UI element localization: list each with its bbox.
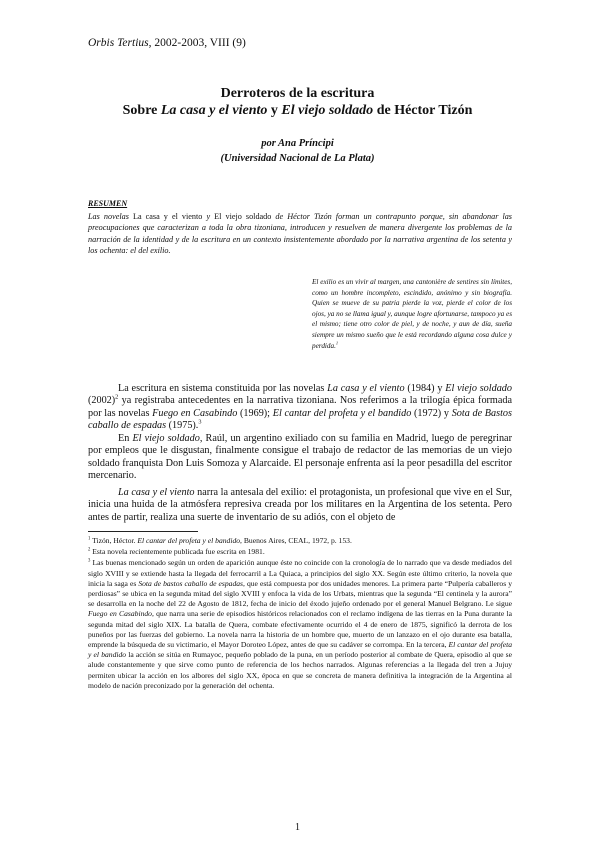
footnote-ref: 3 [198,418,202,426]
journal-name: Orbis Tertius [88,37,149,49]
article-title-line1: Derroteros de la escritura [220,86,375,101]
author-name: por Ana Príncipi [261,138,334,149]
work-title-la-casa: La casa y el viento [160,103,268,118]
footnote-divider [88,531,198,532]
body-paragraph-2: En El viejo soldado, Raúl, un argentino exiliado con su familia en Madrid, luego de peregrinar por empleos que le disgustan, finalmente consigue el trabajo de redactor de las memorias de un viejo soldado franquista Don Luis Somoza y Alarcaide. El personaje enfrenta así la peor pesadilla del escritor mercenario. [88,433,512,481]
footnotes [88,536,512,692]
footnote-3: $^3$ Las buenas mencionado según un orden de aparición aunque éste no coincide con la cronología de lo narrado que va desde mediados del siglo XVIII y se extiende hasta la llegada del ferrocarril a La Quiaca, a principios del siglo XX. Según este último criterio, la novela que inicia la saga es Sota de bastos caballo de espadas, que está compuesta por dos unidades menores. La primera parte “Pulpería caballeros y perdiosas” se ubica en la segunda mitad del siglo XVIII y enfoca la vida de los Urbats, mientras que la segunda “El centinela y la aurora” se desarrolla en la noche del 22 de Agosto de 1812, fecha de inicio del éxodo jujeño ordenado por el general Manuel Belgrano. Le sigue Fuego en Casabindo, que narra una serie de episodios históricos relacionados con el reclamo indígena de las tierras en la Puna durante la segunda mitad del siglo XIX. La batalla de Quera, combate efectivamente ocurrido el 4 de enero de 1875, significó la derrota de los puneños por las fuerzas del gobierno. La novela narra la historia de un hombre que, muerto de un lanzazo en el ojo durante esa batalla, emprende la búsqueda de su victimario, el Mayor Doroteo López, antes de que su cadáver se corrompa. En la tercera, El cantar del profeta y el bandido la acción se sitúa en Rumayoc, pequeño poblado de la puna, en un período posterior al combate de Quera, episodio al que se alude constantemente y que sirve como punto de referencia de los hechos narrados. Algunas referencias a la llegada del tren a Jujuy permiten ubicar la acción en los albores del siglo XX, época en que se concreta de manera definitiva la integración de la Argentina al modelo de nación preconizado por la generación del ochenta. [88,558,513,690]
epigraph: El exilio es un vivir al margen, una cantonière de sentires sin límites, como un hombre incompleto, escindido, anónimo y sin biografía. Quien se mueve de su patria pierde la voz, pierde el color de los ojos, ya no se llama igual y, aunque logre afortunarse, tampoco ya es el mismo; tiene otro color de piel, y de noche, y aun de día, sueña siempre un mismo sueño que le está recordando alguna cosa dulce y perdida.$^1$ [312,278,512,350]
footnote-2: $^2$ Esta novela recientemente publicada fue escrita en 1981. [88,547,265,557]
footnote-1: $^1$ Tizón, Héctor. El cantar del profeta y el bandido, Buenos Aires, CEAL, 1972, p. 153. [88,536,352,545]
footnote-ref: 2 [115,393,119,401]
body-paragraph-1: La escritura en sistema constituida por las novelas La casa y el viento (1984) y El viejo soldado $(2002)^2$ ya registraba antecedentes en la narrativa tizoniana. Nos referimos a la trilogía épica formada por las novelas Fuego en Casabindo (1969); El cantar del profeta y el bandido (1972) y Sota de Bastos caballo de espadas (1975).$^3$ [88,383,512,431]
journal-issue: , 2002-2003, VIII (9) [148,37,246,49]
body-paragraph-3: La casa y el viento narra la antesala del exilio: el protagonista, un profesional que vive en el Sur, inicia una huida de la atmósfera represiva creada por los militares en la Argentina de los setenta. Pero antes de partir, realiza una suerte de inventario de su adiós, con el objeto de [88,487,513,523]
article-title-line2: Sobre La casa y el viento y El viejo soldado de Héctor Tizón [122,103,473,118]
footnote-ref: 1 [335,340,339,346]
journal-header [88,37,246,49]
author-affiliation: (Universidad Nacional de La Plata) [220,153,375,164]
page-number: 1 [295,822,300,833]
abstract-heading: RESUMEN [88,199,128,208]
abstract-text: Las novelas La casa y el viento y El viejo soldado de Héctor Tizón forman un contrapunto porque, sin abandonar las preocupaciones que caracterizan a toda la obra tizoniana, introducen y resuelven de manera divergente los problemas de la narración de la identidad y de la escritura en un contexto insistentemente abordado por la narrativa argentina de los setenta y los ochenta: el del exilio. [88,212,512,255]
work-title-el-viejo: El viejo soldado [281,103,374,118]
